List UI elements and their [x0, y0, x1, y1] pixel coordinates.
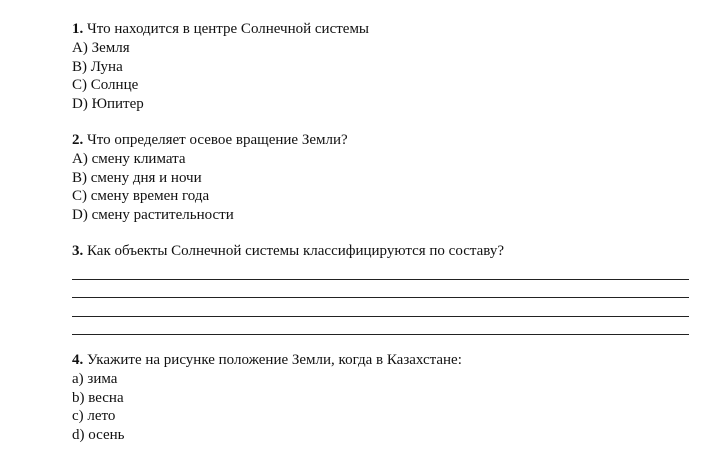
question-1 [72, 20, 369, 113]
question-1-option-d: D) Юпитер [72, 95, 144, 112]
question-4-text: Укажите на рисунке положение Земли, когда в Казахстане: [83, 352, 462, 368]
answer-line-4[interactable] [72, 317, 689, 336]
question-4 [72, 351, 462, 444]
answer-line-1[interactable] [72, 261, 689, 280]
question-4-number: 4. [72, 352, 84, 368]
question-4-option-d: d) осень [72, 426, 125, 443]
question-1-option-a: A) Земля [72, 40, 130, 56]
question-2-text: Что определяет осевое вращение Земли? [83, 132, 348, 148]
question-4-option-a: a) зима [72, 371, 118, 387]
question-3 [72, 242, 689, 335]
answer-line-2[interactable] [72, 280, 689, 299]
question-4-option-c: c) лето [72, 408, 116, 424]
question-2-option-d: D) смену растительности [72, 206, 234, 223]
question-3-text: Как объекты Солнечной системы классифицируются по составу? [83, 243, 504, 259]
question-3-number: 3. [72, 243, 84, 259]
question-1-text: Что находится в центре Солнечной системы [83, 21, 370, 37]
question-2-option-c: C) смену времен года [72, 188, 210, 204]
question-1-title [72, 20, 369, 39]
question-1-option-c: C) Солнце [72, 77, 139, 93]
question-3-title [72, 242, 689, 261]
question-2 [72, 131, 348, 224]
answer-line-3[interactable] [72, 298, 689, 317]
question-2-option-a: A) смену климата [72, 151, 186, 167]
question-1-number: 1. [72, 21, 84, 37]
question-2-option-b: B) смену дня и ночи [72, 169, 202, 186]
question-2-title [72, 131, 348, 150]
question-4-option-b: b) весна [72, 389, 124, 406]
question-2-number: 2. [72, 132, 84, 148]
question-1-option-b: B) Луна [72, 58, 123, 75]
question-4-title [72, 351, 462, 370]
